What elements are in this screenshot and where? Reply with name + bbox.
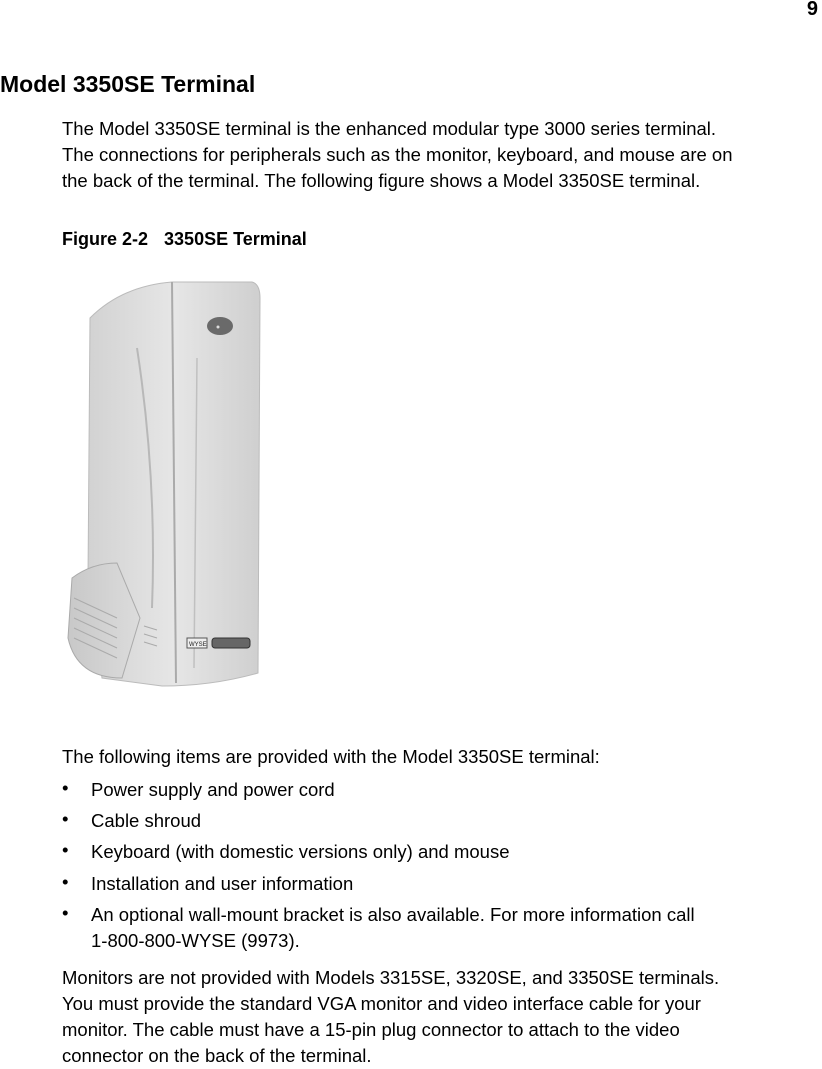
- bullet-icon: •: [62, 808, 69, 829]
- intro-line: The connections for peripherals such as the monitor, keyboard, and mouse are on: [62, 144, 733, 165]
- intro-line: the back of the terminal. The following figure shows a Model 3350SE terminal.: [62, 170, 701, 191]
- power-button-icon: [207, 317, 233, 335]
- intro-line: The Model 3350SE terminal is the enhanced modular type 3000 series terminal.: [62, 118, 717, 139]
- figure-caption: [62, 229, 323, 250]
- closing-paragraph: Monitors are not provided with Models 3315SE, 3320SE, and 3350SE terminals. You must provide the standard VGA monitor and video interface cable for your monitor. The cable must have a 15-pin plug connector to attach to the video connector on the back of the terminal.: [62, 967, 720, 1066]
- items-intro: The following items are provided with the Model 3350SE terminal:: [62, 746, 600, 767]
- bullet-icon: •: [62, 871, 69, 892]
- section-heading: Model 3350SE Terminal: [0, 71, 256, 97]
- terminal-image: [62, 278, 267, 690]
- bullet-icon: •: [62, 839, 69, 860]
- intro-paragraph: [62, 116, 733, 194]
- page-number: 9: [806, 0, 818, 20]
- figure-number: Figure 2-2: [62, 229, 149, 249]
- bullet-icon: •: [62, 902, 69, 923]
- wyse-logo: WYSE: [189, 642, 207, 648]
- figure-title: 3350SE Terminal: [164, 229, 307, 249]
- bullet-icon: •: [62, 777, 69, 798]
